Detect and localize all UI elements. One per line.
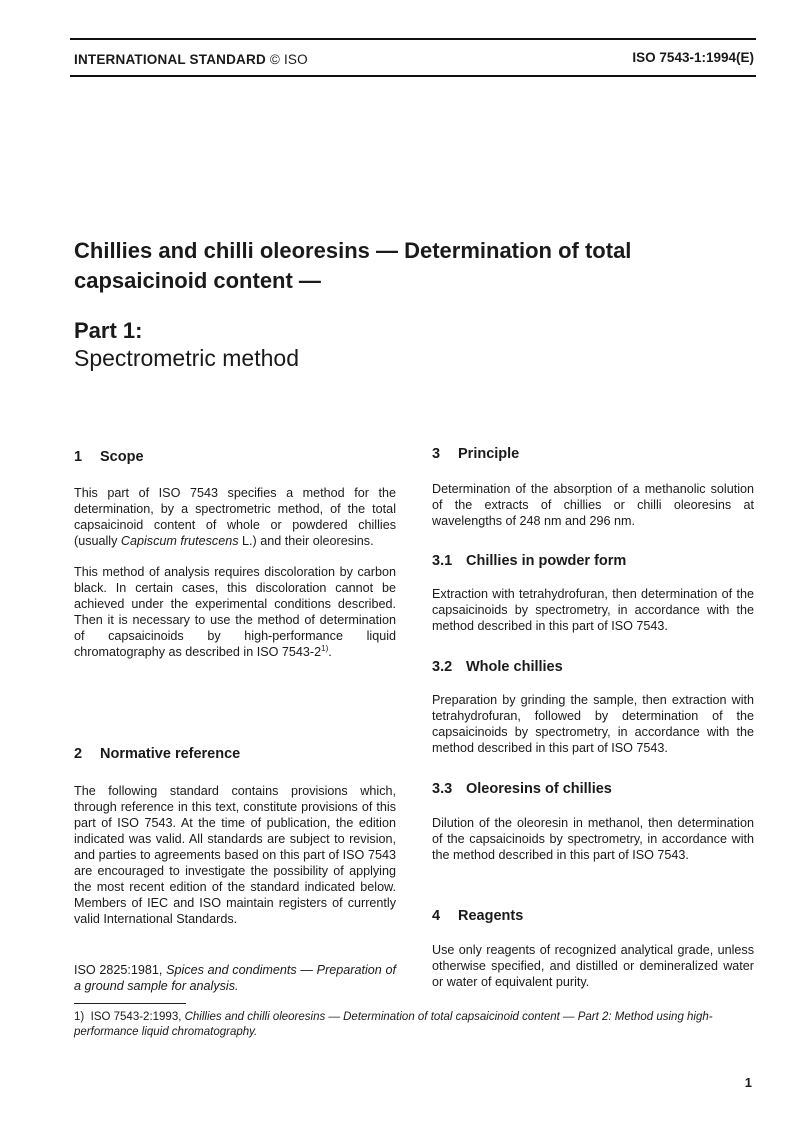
reference-title: Spices and condiments — Preparation of a ground sample for analysis.	[74, 963, 396, 993]
scope-paragraph-1	[74, 485, 396, 549]
section-title: Oleoresins of chillies	[466, 781, 612, 797]
section-heading-scope	[74, 449, 144, 465]
iso-mark: © ISO	[269, 52, 308, 67]
section-title: Scope	[100, 449, 144, 465]
normative-paragraph: The following standard contains provisions which, through reference in this text, constitute provisions of this part of ISO 7543. At the time of publication, the edition indicated was valid. All standards are subject to revision, and parties to agreements based on this part of ISO 7543 are encouraged to investigate the possibility of applying the most recent edition of the standard indicated below. Members of IEC and ISO maintain registers of currently valid International Standards.	[74, 784, 396, 926]
footnote-rule	[74, 1003, 186, 1004]
section-title: Normative reference	[100, 746, 241, 762]
principle-paragraph: Determination of the absorption of a methanolic solution of the extracts of chillies or chilli oleoresins at wavelengths of 248 nm and 296 nm.	[432, 482, 754, 528]
section-title: Reagents	[458, 908, 524, 924]
section-number: 4	[432, 908, 441, 924]
powder-paragraph: Extraction with tetrahydrofuran, then determination of the capsaicinoids by spectrometry, in accordance with the method described in this part of ISO 7543.	[432, 587, 754, 633]
footnote-marker: 1)	[74, 1011, 85, 1023]
page-number: 1	[744, 1075, 752, 1090]
section-number: 3.1	[432, 553, 453, 569]
footnote-reference-id: ISO 7543-2:1993,	[90, 1011, 185, 1023]
scope-paragraph-2	[74, 564, 396, 660]
section-heading-oleoresins	[432, 781, 612, 797]
header-top-rule	[70, 38, 756, 40]
scope-text-2: This method of analysis requires discoloration by carbon black. In certain cases, this discoloration cannot be achieved under the experimental conditions described. Then it is necessary to use the method of determination of capsaicinoids by high-performance liquid chromatography as described in ISO 7543-2	[74, 565, 396, 659]
section-number: 3	[432, 446, 441, 462]
scope-text-2-end: .	[328, 645, 332, 659]
section-heading-reagents	[432, 908, 523, 924]
footnote	[74, 1010, 758, 1040]
section-title: Whole chillies	[466, 659, 563, 675]
scope-text-end: L.) and their oleoresins.	[238, 534, 374, 548]
oleoresins-paragraph: Dilution of the oleoresin in methanol, then determination of the capsaicinoids by spectrometry, in accordance with the method described in this part of ISO 7543.	[432, 816, 754, 862]
species-name: Capiscum frutescens	[120, 534, 239, 548]
part-number: Part 1:	[74, 318, 143, 343]
section-number: 3.3	[432, 781, 453, 797]
document-title: Chillies and chilli oleoresins — Determination of total capsaicinoid content —	[74, 238, 632, 293]
running-header-left	[74, 52, 308, 67]
section-title: Chillies in powder form	[466, 553, 627, 569]
reagents-paragraph: Use only reagents of recognized analytical grade, unless otherwise specified, and distilled or demineralized water or water of equivalent purity.	[432, 943, 754, 989]
whole-paragraph: Preparation by grinding the sample, then extraction with tetrahydrofuran, followed by determination of the capsaicinoids by spectrometry, in accordance with the method described in this part of ISO 7543.	[432, 693, 754, 755]
section-number: 3.2	[432, 659, 453, 675]
section-heading-whole	[432, 659, 563, 675]
section-heading-normative	[74, 746, 240, 762]
section-number: 2	[74, 746, 83, 762]
section-title: Principle	[458, 446, 520, 462]
standard-label: INTERNATIONAL STANDARD	[74, 52, 266, 67]
normative-reference-item	[74, 962, 396, 994]
part-title: Spectrometric method	[74, 345, 299, 371]
reference-id: ISO 2825:1981,	[74, 963, 167, 977]
footnote-reference: 1)	[321, 643, 329, 653]
header-bottom-rule	[70, 75, 756, 77]
section-number: 1	[74, 449, 83, 465]
section-heading-powder	[432, 553, 626, 569]
footnote-reference-title: Chillies and chilli oleoresins — Determination of total capsaicinoid content — Part 2: Method using high-performance liquid chromatography.	[74, 1011, 713, 1038]
section-heading-principle	[432, 446, 519, 462]
scope-text: This part of ISO 7543 specifies a method for the determination, by a spectrometric method, of the total capsaicinoid content of whole or powdered chillies (usually	[74, 486, 396, 548]
document-id: ISO 7543-1:1994(E)	[632, 50, 754, 65]
